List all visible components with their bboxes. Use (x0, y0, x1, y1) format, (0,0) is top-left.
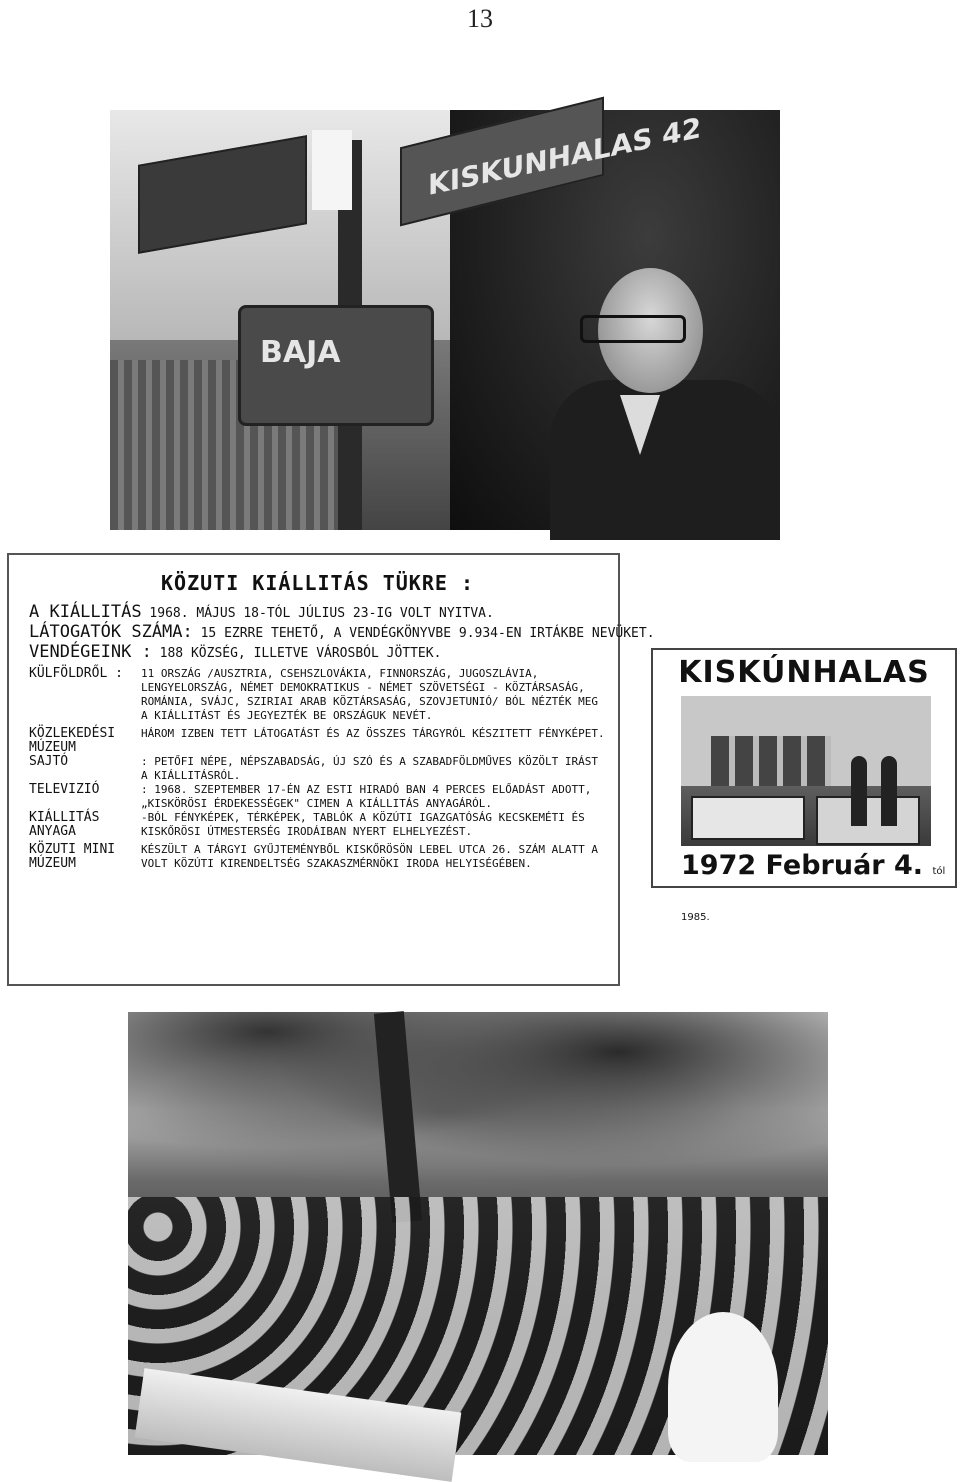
photo-funeral-crowd (128, 1012, 828, 1455)
note-line-guests (29, 643, 606, 663)
sign-text-main: KISKUNHALAS 42 (428, 110, 702, 203)
sign-lamp (312, 130, 352, 210)
note-row-foreign (29, 667, 606, 723)
note-museum-label: KÖZLEKEDÉSI MÚZEUM (29, 726, 116, 755)
photo-right-footer (653, 846, 955, 923)
exhibit-table (691, 796, 805, 840)
note-material-label: KIÁLLITÁS ANYAGA (29, 810, 100, 839)
note-line-dates-lead: A KIÁLLITÁS (29, 602, 142, 622)
note-row-tv (29, 783, 606, 811)
photo-right-date-small: tól 1985. (681, 866, 946, 923)
photo-road-signs-man (110, 110, 780, 530)
note-line-guests-text: 188 KÖZSÉG, ILLETVE VÁROSBÓL JÖTTEK. (159, 646, 442, 661)
note-foreign-label: KÜLFÖLDRŐL : (29, 666, 123, 681)
note-row-mini-museum (29, 843, 606, 871)
note-press-body: : PETŐFI NÉPE, NÉPSZABADSÁG, ÚJ SZÓ ÉS A SZABADFÖLDMŰVES KÖZÖLT IRÁST A KIÁLLITÁSRÓL. (141, 755, 598, 782)
man-glasses (580, 315, 686, 343)
note-title: KÖZUTI KIÁLLITÁS TÜKRE : (161, 571, 474, 595)
photo-foreground-head (668, 1312, 778, 1462)
photo-foliage (128, 1012, 828, 1212)
photo-kiskunhalas-exhibit (651, 648, 957, 923)
note-line-visitors (29, 622, 655, 643)
photo-right-date: 1972 Február 4. (681, 850, 924, 881)
man-body (550, 380, 780, 540)
note-row-press (29, 755, 606, 783)
exhibit-figure (851, 756, 867, 826)
photo-right-header: KISKÚNHALAS (678, 655, 930, 690)
exhibit-room-image (681, 696, 931, 846)
note-tv-label: TELEVIZIÓ (29, 782, 100, 797)
note-row-museum (29, 727, 606, 755)
note-line-visitors-lead: LÁTOGATÓK SZÁMA: (29, 622, 193, 642)
exhibition-note-card (7, 553, 655, 986)
note-tv-body: : 1968. SZEPTEMBER 17-ÉN AZ ESTI HIRADÓ BAN 4 PERCES ELŐADÁST ADOTT, „KISKÖRÖSI ÉRDEKESSÉGEK" CIMEN A KIÁLLITÁS ANYAGÁRÓL. (141, 783, 592, 810)
note-line-visitors-text: 15 EZRRE TEHETŐ, A VENDÉGKÖNYVBE 9.934-EN IRTÁKBE NEVÜKET. (200, 626, 655, 641)
note-foreign-body: 11 ORSZÁG /AUSZTRIA, CSEHSZLOVÁKIA, FINNORSZÁG, JUGOSZLÁVIA, LENGYELORSZÁG, NÉMET DEMOKRATIKUS - NÉMET SZÖVETSÉGI - KÖZTÁRSASÁG, ROMÁNIA, SVÁJC, SZIRIAI ARAB KÖZTÁRSASÁG, SZOVJETUNIÓ/ BÓL NÉZTÉK MEG A KIÁLLITÁST ÉS JEGYEZTÉK BE ORSZÁGUK NEVÉT. (141, 667, 598, 722)
page-number: 13 (467, 4, 493, 33)
note-line-guests-lead: VENDÉGEINK : (29, 642, 152, 662)
exhibit-case (816, 796, 920, 845)
sign-text-lower: BAJA (260, 335, 341, 370)
note-museum-body: HÁROM IZBEN TETT LÁTOGATÁST ÉS AZ ÖSSZES TÁRGYRÓL KÉSZITETT FÉNYKÉPET. (141, 727, 605, 740)
note-mini-label: KÖZUTI MINI MÚZEUM (29, 842, 116, 871)
note-mini-body: KÉSZÜLT A TÁRGYI GYŰJTEMÉNYBŐL KISKŐRÖSÖN LEBEL UTCA 26. SZÁM ALATT A VOLT KÖZÚTI KIRENDELTSÉG SZAKASZMÉRNÖKI IRODA HELYISÉGÉBEN. (141, 843, 598, 870)
note-material-body: -BÓL FÉNYKÉPEK, TÉRKÉPEK, TABLÓK A KÖZÚTI IGAZGATÓSÁG KECSKEMÉTI ÉS KISKŐRÖSI ÚTMESTERSÉG IRODÁIBAN NYERT ELHELYEZÉST. (141, 811, 585, 838)
exhibit-figure (881, 756, 897, 826)
note-row-material (29, 811, 606, 839)
exhibit-shelf (711, 736, 831, 786)
note-press-label: SAJTÓ (29, 754, 69, 769)
note-line-dates-text: 1968. MÁJUS 18-TÓL JÚLIUS 23-IG VOLT NYITVA. (149, 606, 494, 621)
note-line-dates (29, 603, 606, 623)
